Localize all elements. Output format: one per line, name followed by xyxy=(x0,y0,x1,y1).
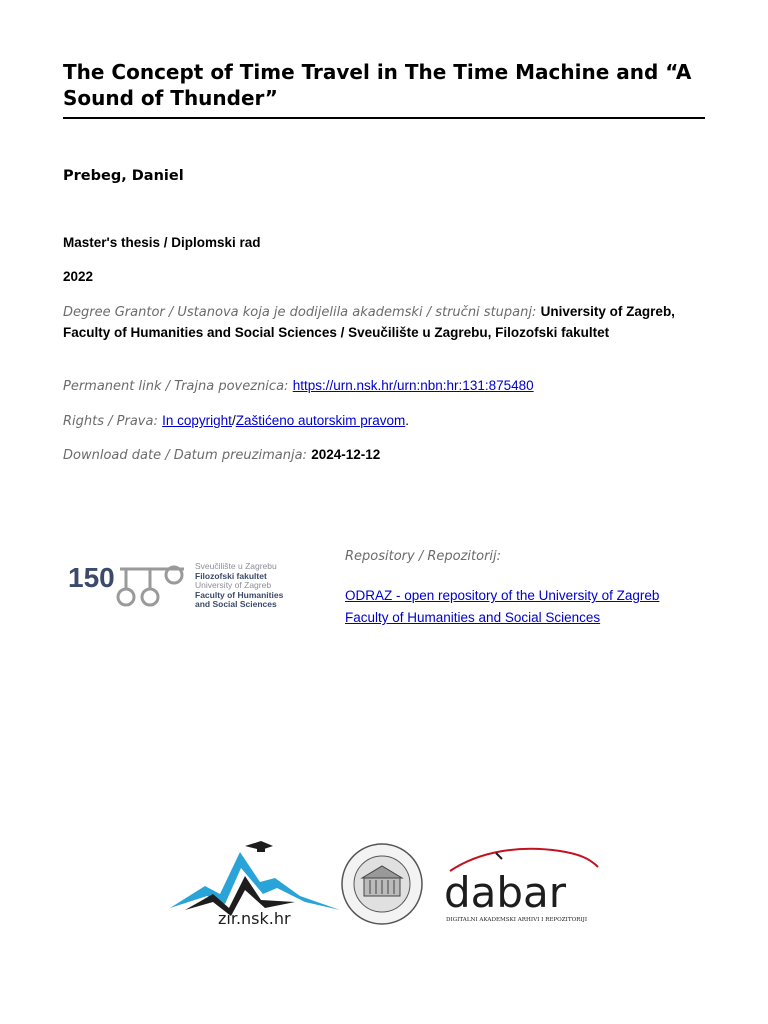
repository-link-block xyxy=(345,585,685,629)
logo-line-4: Faculty of Humanities xyxy=(195,589,284,600)
document-type: Master's thesis / Diplomski rad xyxy=(63,235,261,250)
rights-end: . xyxy=(405,413,410,428)
university-logo-graphic xyxy=(64,556,324,612)
rights-separator: / xyxy=(231,413,236,428)
repository-link[interactable]: ODRAZ - open repository of the University of Zagreb Faculty of Humanities and Social Sciences xyxy=(345,588,660,625)
logo-line-5: and Social Sciences xyxy=(195,599,277,610)
zir-text: zir.nsk.hr xyxy=(218,909,291,928)
document-title: The Concept of Time Travel in The Time Machine and “A Sound of Thunder” xyxy=(63,60,692,110)
author-name: Prebeg, Daniel xyxy=(63,168,184,184)
university-logo-text xyxy=(195,562,283,610)
degree-grantor xyxy=(63,302,708,343)
rights xyxy=(63,411,708,432)
university-seal xyxy=(340,842,424,926)
download-date xyxy=(63,445,708,466)
rights-link-zasticeno[interactable]: Zaštićeno autorskim pravom xyxy=(235,413,406,428)
title-divider xyxy=(63,117,705,119)
logo-line-1: Sveučilište u Zagrebu xyxy=(195,561,277,571)
dabar-caption: DIGITALNI AKADEMSKI ARHIVI I REPOZITORIJI xyxy=(446,917,588,923)
zir-logo xyxy=(165,838,345,930)
download-date-value: 2024-12-12 xyxy=(311,447,381,462)
degree-grantor-value: University of Zagreb, Faculty of Humanities and Social Sciences / Sveučilište u Zagrebu, Filozofski fakultet xyxy=(63,304,675,340)
permanent-link-label: Permanent link / Trajna poveznica: xyxy=(63,379,289,394)
document-year: 2022 xyxy=(63,269,94,284)
rights-link-copyright[interactable]: In copyright xyxy=(162,413,232,428)
permanent-link xyxy=(63,376,708,397)
logo-number: 150 xyxy=(68,562,115,593)
download-date-label: Download date / Datum preuzimanja: xyxy=(63,448,307,463)
rights-label: Rights / Prava: xyxy=(63,414,158,429)
dabar-logo xyxy=(440,843,605,925)
university-logo xyxy=(64,556,324,612)
degree-grantor-label: Degree Grantor / Ustanova koja je dodijelila akademski / stručni stupanj: xyxy=(63,305,537,320)
repository-label: Repository / Repozitorij: xyxy=(345,549,502,564)
logo-line-3: University of Zagreb xyxy=(195,580,272,591)
dabar-text: dabar xyxy=(444,868,567,917)
logo-line-2: Filozofski fakultet xyxy=(195,570,267,581)
permanent-link-url[interactable]: https://urn.nsk.hr/urn:nbn:hr:131:875480 xyxy=(292,378,534,393)
